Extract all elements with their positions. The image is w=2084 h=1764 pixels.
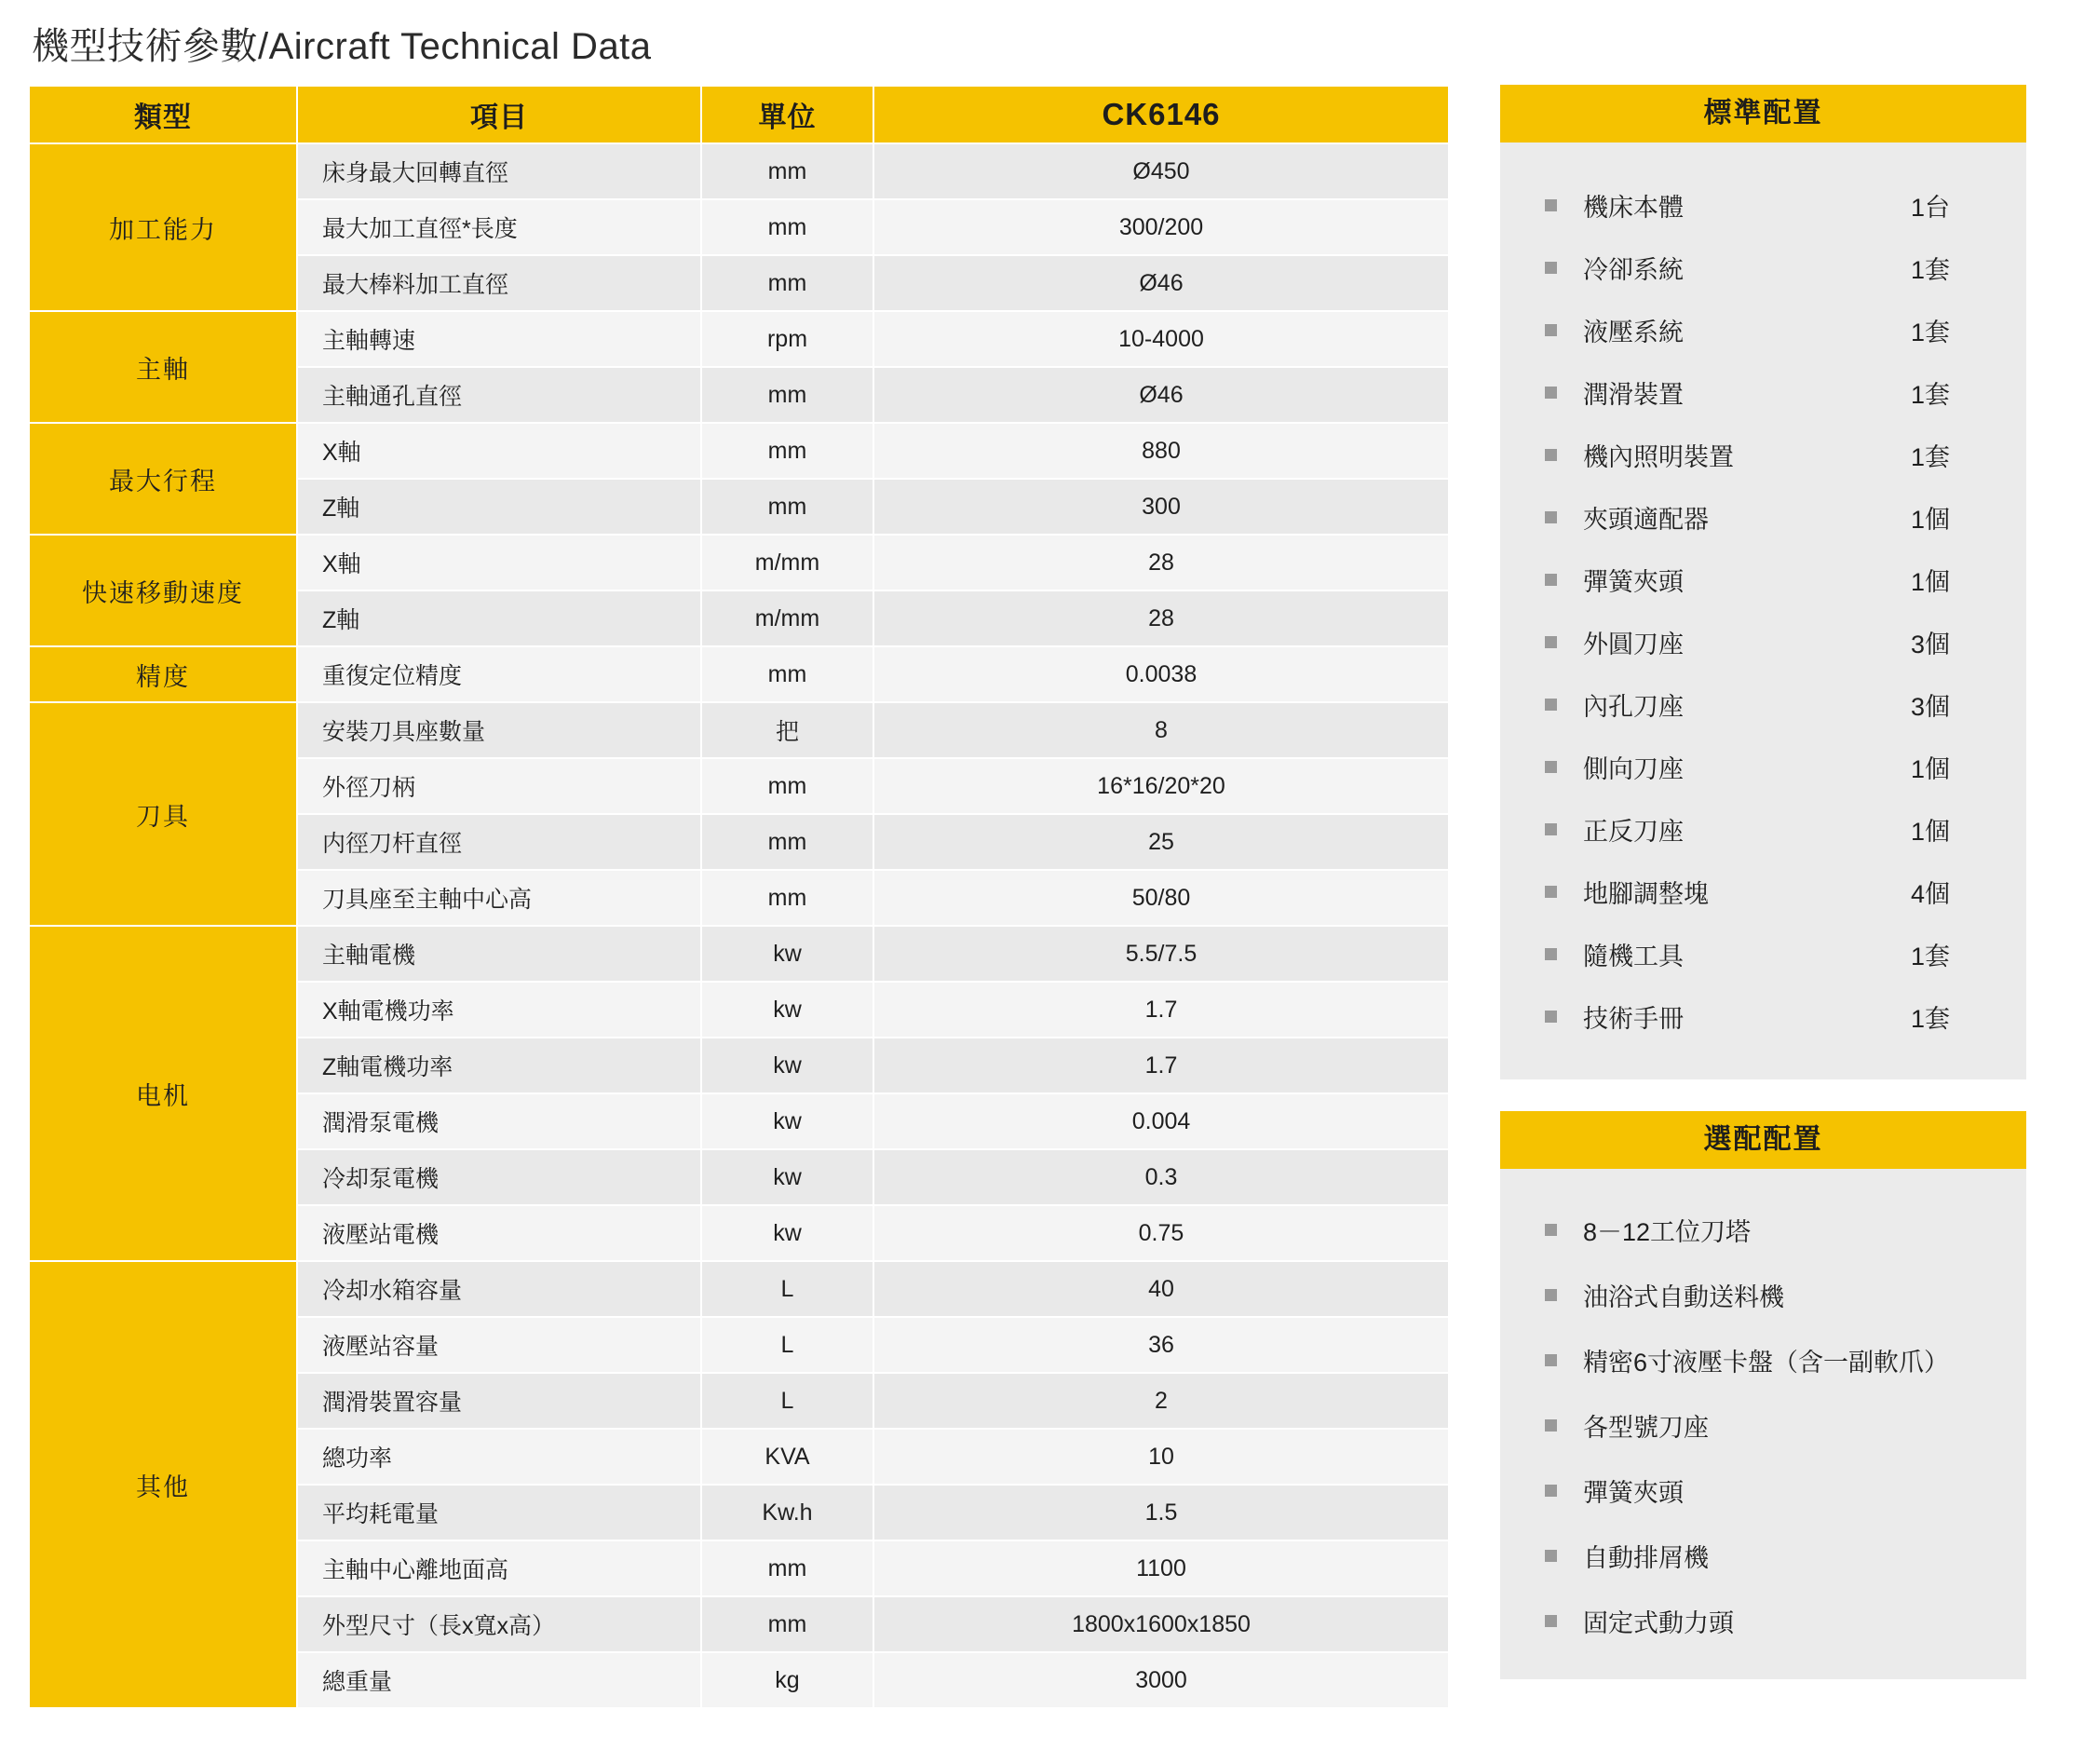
row-group-type: 电机 xyxy=(29,926,297,1261)
square-bullet-icon xyxy=(1545,1485,1557,1497)
row-unit: mm xyxy=(701,367,873,423)
square-bullet-icon xyxy=(1545,511,1557,523)
row-unit: mm xyxy=(701,255,873,311)
row-unit: mm xyxy=(701,143,873,199)
config-item-qty: 4個 xyxy=(1911,880,1951,908)
column-header-unit: 單位 xyxy=(701,86,873,143)
column-header-model: CK6146 xyxy=(873,86,1449,143)
row-value: 0.3 xyxy=(873,1149,1449,1205)
config-item-name: 正反刀座 xyxy=(1583,818,1684,846)
square-bullet-icon xyxy=(1545,1550,1557,1562)
row-unit: KVA xyxy=(701,1429,873,1485)
row-unit: L xyxy=(701,1261,873,1317)
row-value: 10-4000 xyxy=(873,311,1449,367)
standard-panel-body xyxy=(1500,142,2026,1079)
list-item xyxy=(1500,1458,2026,1523)
row-unit: mm xyxy=(701,870,873,926)
list-item xyxy=(1500,549,2026,611)
row-item-label: X軸電機功率 xyxy=(297,982,701,1038)
row-value: 1800x1600x1850 xyxy=(873,1596,1449,1652)
content-columns xyxy=(28,85,2056,1711)
row-group-type: 主軸 xyxy=(29,311,297,423)
standard-config-list xyxy=(1500,174,2026,1048)
row-value: 0.004 xyxy=(873,1093,1449,1149)
list-item xyxy=(1500,1262,2026,1327)
config-item-name: 地腳調整塊 xyxy=(1583,880,1709,908)
config-item-name: 機內照明裝置 xyxy=(1583,443,1734,471)
row-unit: mm xyxy=(701,423,873,479)
table-row xyxy=(29,423,1449,479)
standard-configuration-panel xyxy=(1500,85,2026,1079)
row-item-label: 外徑刀柄 xyxy=(297,758,701,814)
row-value: 50/80 xyxy=(873,870,1449,926)
row-value: 8 xyxy=(873,702,1449,758)
row-unit: kw xyxy=(701,926,873,982)
config-item-name: 隨機工具 xyxy=(1583,943,1684,970)
row-value: 28 xyxy=(873,535,1449,590)
config-item-qty: 3個 xyxy=(1911,631,1951,658)
square-bullet-icon xyxy=(1545,1224,1557,1236)
table-row xyxy=(29,143,1449,199)
list-item xyxy=(1500,1197,2026,1262)
config-item-name: 彈簧夾頭 xyxy=(1583,568,1684,596)
row-value: 1.5 xyxy=(873,1485,1449,1540)
row-item-label: 最大棒料加工直徑 xyxy=(297,255,701,311)
row-item-label: 床身最大回轉直徑 xyxy=(297,143,701,199)
list-item xyxy=(1500,861,2026,923)
optional-item-name: 各型號刀座 xyxy=(1583,1413,1709,1442)
row-value: 10 xyxy=(873,1429,1449,1485)
row-unit: mm xyxy=(701,814,873,870)
square-bullet-icon xyxy=(1545,886,1557,898)
table-header-row xyxy=(29,86,1449,143)
row-item-label: 安裝刀具座數量 xyxy=(297,702,701,758)
square-bullet-icon xyxy=(1545,387,1557,399)
config-item-name: 機床本體 xyxy=(1583,194,1684,222)
config-item-qty: 1套 xyxy=(1911,256,1951,284)
technical-data-table xyxy=(28,85,1450,1709)
row-value: 5.5/7.5 xyxy=(873,926,1449,982)
square-bullet-icon xyxy=(1545,823,1557,835)
row-value: 300/200 xyxy=(873,199,1449,255)
row-item-label: 冷却泵電機 xyxy=(297,1149,701,1205)
optional-item-name: 固定式動力頭 xyxy=(1583,1608,1734,1637)
config-item-qty: 1套 xyxy=(1911,443,1951,471)
row-value: Ø46 xyxy=(873,255,1449,311)
row-item-label: 刀具座至主軸中心高 xyxy=(297,870,701,926)
list-item xyxy=(1500,798,2026,861)
list-item xyxy=(1500,985,2026,1048)
config-item-name: 夾頭適配器 xyxy=(1583,506,1709,534)
row-item-label: 主軸中心離地面高 xyxy=(297,1540,701,1596)
optional-item-name: 自動排屑機 xyxy=(1583,1543,1709,1572)
row-item-label: 冷却水箱容量 xyxy=(297,1261,701,1317)
row-group-type: 加工能力 xyxy=(29,143,297,311)
config-item-qty: 1個 xyxy=(1911,755,1951,783)
square-bullet-icon xyxy=(1545,699,1557,711)
config-item-qty: 1套 xyxy=(1911,319,1951,346)
row-value: 40 xyxy=(873,1261,1449,1317)
optional-panel-body xyxy=(1500,1169,2026,1679)
list-item xyxy=(1500,299,2026,361)
row-unit: kg xyxy=(701,1652,873,1708)
square-bullet-icon xyxy=(1545,262,1557,274)
row-value: 25 xyxy=(873,814,1449,870)
optional-item-name: 彈簧夾頭 xyxy=(1583,1478,1684,1507)
row-item-label: 最大加工直徑*長度 xyxy=(297,199,701,255)
list-item xyxy=(1500,361,2026,424)
square-bullet-icon xyxy=(1545,199,1557,211)
optional-configuration-panel xyxy=(1500,1111,2026,1679)
list-item xyxy=(1500,1588,2026,1653)
row-unit: kw xyxy=(701,1093,873,1149)
row-value: 0.75 xyxy=(873,1205,1449,1261)
row-unit: mm xyxy=(701,758,873,814)
config-item-name: 冷卻系統 xyxy=(1583,256,1684,284)
row-item-label: X軸 xyxy=(297,535,701,590)
page-title: 機型技術參數/Aircraft Technical Data xyxy=(32,26,652,67)
table-header xyxy=(29,86,1449,143)
table-row xyxy=(29,926,1449,982)
config-item-name: 外圓刀座 xyxy=(1583,631,1684,658)
row-unit: m/mm xyxy=(701,590,873,646)
row-unit: mm xyxy=(701,1540,873,1596)
optional-item-name: 精密6寸液壓卡盤（含一副軟爪） xyxy=(1583,1348,1950,1377)
column-header-type: 類型 xyxy=(29,86,297,143)
row-item-label: 内徑刀杆直徑 xyxy=(297,814,701,870)
row-unit: mm xyxy=(701,646,873,702)
config-item-qty: 3個 xyxy=(1911,693,1951,721)
square-bullet-icon xyxy=(1545,574,1557,586)
square-bullet-icon xyxy=(1545,761,1557,773)
row-item-label: 液壓站容量 xyxy=(297,1317,701,1373)
row-unit: Kw.h xyxy=(701,1485,873,1540)
row-unit: kw xyxy=(701,1038,873,1093)
table-row xyxy=(29,1261,1449,1317)
row-unit: mm xyxy=(701,1596,873,1652)
row-value: Ø450 xyxy=(873,143,1449,199)
row-item-label: 總重量 xyxy=(297,1652,701,1708)
row-item-label: Z軸電機功率 xyxy=(297,1038,701,1093)
row-unit: mm xyxy=(701,199,873,255)
row-unit: kw xyxy=(701,1149,873,1205)
config-item-qty: 1套 xyxy=(1911,1005,1951,1033)
row-item-label: 總功率 xyxy=(297,1429,701,1485)
row-unit: kw xyxy=(701,1205,873,1261)
row-unit: kw xyxy=(701,982,873,1038)
config-item-qty: 1個 xyxy=(1911,818,1951,846)
optional-item-name: 油浴式自動送料機 xyxy=(1583,1282,1784,1311)
list-item xyxy=(1500,1392,2026,1458)
config-item-qty: 1套 xyxy=(1911,943,1951,970)
square-bullet-icon xyxy=(1545,1354,1557,1366)
square-bullet-icon xyxy=(1545,1615,1557,1627)
row-item-label: Z軸 xyxy=(297,479,701,535)
row-item-label: Z軸 xyxy=(297,590,701,646)
list-item xyxy=(1500,174,2026,237)
config-item-name: 液壓系統 xyxy=(1583,319,1684,346)
row-item-label: 外型尺寸（長x寬x高） xyxy=(297,1596,701,1652)
row-value: 880 xyxy=(873,423,1449,479)
row-value: 36 xyxy=(873,1317,1449,1373)
standard-panel-title: 標準配置 xyxy=(1500,85,2026,142)
config-item-name: 潤滑裝置 xyxy=(1583,381,1684,409)
row-group-type: 其他 xyxy=(29,1261,297,1708)
column-header-item: 項目 xyxy=(297,86,701,143)
list-item xyxy=(1500,424,2026,486)
row-unit: L xyxy=(701,1373,873,1429)
row-value: 16*16/20*20 xyxy=(873,758,1449,814)
row-item-label: 主軸通孔直徑 xyxy=(297,367,701,423)
row-group-type: 精度 xyxy=(29,646,297,702)
square-bullet-icon xyxy=(1545,1011,1557,1023)
row-unit: 把 xyxy=(701,702,873,758)
row-item-label: 潤滑裝置容量 xyxy=(297,1373,701,1429)
table-row xyxy=(29,311,1449,367)
row-value: 1.7 xyxy=(873,982,1449,1038)
table-row xyxy=(29,646,1449,702)
square-bullet-icon xyxy=(1545,948,1557,960)
row-item-label: 液壓站電機 xyxy=(297,1205,701,1261)
row-unit: m/mm xyxy=(701,535,873,590)
right-column xyxy=(1500,85,2026,1711)
row-unit: rpm xyxy=(701,311,873,367)
row-item-label: 平均耗電量 xyxy=(297,1485,701,1540)
optional-config-list xyxy=(1500,1197,2026,1653)
list-item xyxy=(1500,923,2026,985)
row-item-label: 主軸電機 xyxy=(297,926,701,982)
config-item-name: 側向刀座 xyxy=(1583,755,1684,783)
row-value: 0.0038 xyxy=(873,646,1449,702)
row-group-type: 最大行程 xyxy=(29,423,297,535)
row-value: 1100 xyxy=(873,1540,1449,1596)
config-item-name: 技術手冊 xyxy=(1583,1005,1684,1033)
row-item-label: X軸 xyxy=(297,423,701,479)
table-row xyxy=(29,535,1449,590)
list-item xyxy=(1500,736,2026,798)
row-value: 28 xyxy=(873,590,1449,646)
row-value: Ø46 xyxy=(873,367,1449,423)
optional-panel-title: 選配配置 xyxy=(1500,1111,2026,1169)
row-value: 300 xyxy=(873,479,1449,535)
row-group-type: 快速移動速度 xyxy=(29,535,297,646)
row-group-type: 刀具 xyxy=(29,702,297,926)
square-bullet-icon xyxy=(1545,1419,1557,1432)
square-bullet-icon xyxy=(1545,636,1557,648)
row-unit: mm xyxy=(701,479,873,535)
config-item-qty: 1個 xyxy=(1911,506,1951,534)
table-row xyxy=(29,702,1449,758)
config-item-qty: 1台 xyxy=(1911,194,1951,222)
square-bullet-icon xyxy=(1545,449,1557,461)
list-item xyxy=(1500,1523,2026,1588)
row-unit: L xyxy=(701,1317,873,1373)
row-item-label: 主軸轉速 xyxy=(297,311,701,367)
row-value: 2 xyxy=(873,1373,1449,1429)
optional-item-name: 8－12工位刀塔 xyxy=(1583,1217,1752,1246)
config-item-name: 內孔刀座 xyxy=(1583,693,1684,721)
table-body xyxy=(29,143,1449,1708)
list-item xyxy=(1500,486,2026,549)
list-item xyxy=(1500,237,2026,299)
row-value: 3000 xyxy=(873,1652,1449,1708)
row-item-label: 重復定位精度 xyxy=(297,646,701,702)
square-bullet-icon xyxy=(1545,324,1557,336)
square-bullet-icon xyxy=(1545,1289,1557,1301)
config-item-qty: 1個 xyxy=(1911,568,1951,596)
config-item-qty: 1套 xyxy=(1911,381,1951,409)
list-item xyxy=(1500,673,2026,736)
list-item xyxy=(1500,1327,2026,1392)
row-value: 1.7 xyxy=(873,1038,1449,1093)
list-item xyxy=(1500,611,2026,673)
row-item-label: 潤滑泵電機 xyxy=(297,1093,701,1149)
